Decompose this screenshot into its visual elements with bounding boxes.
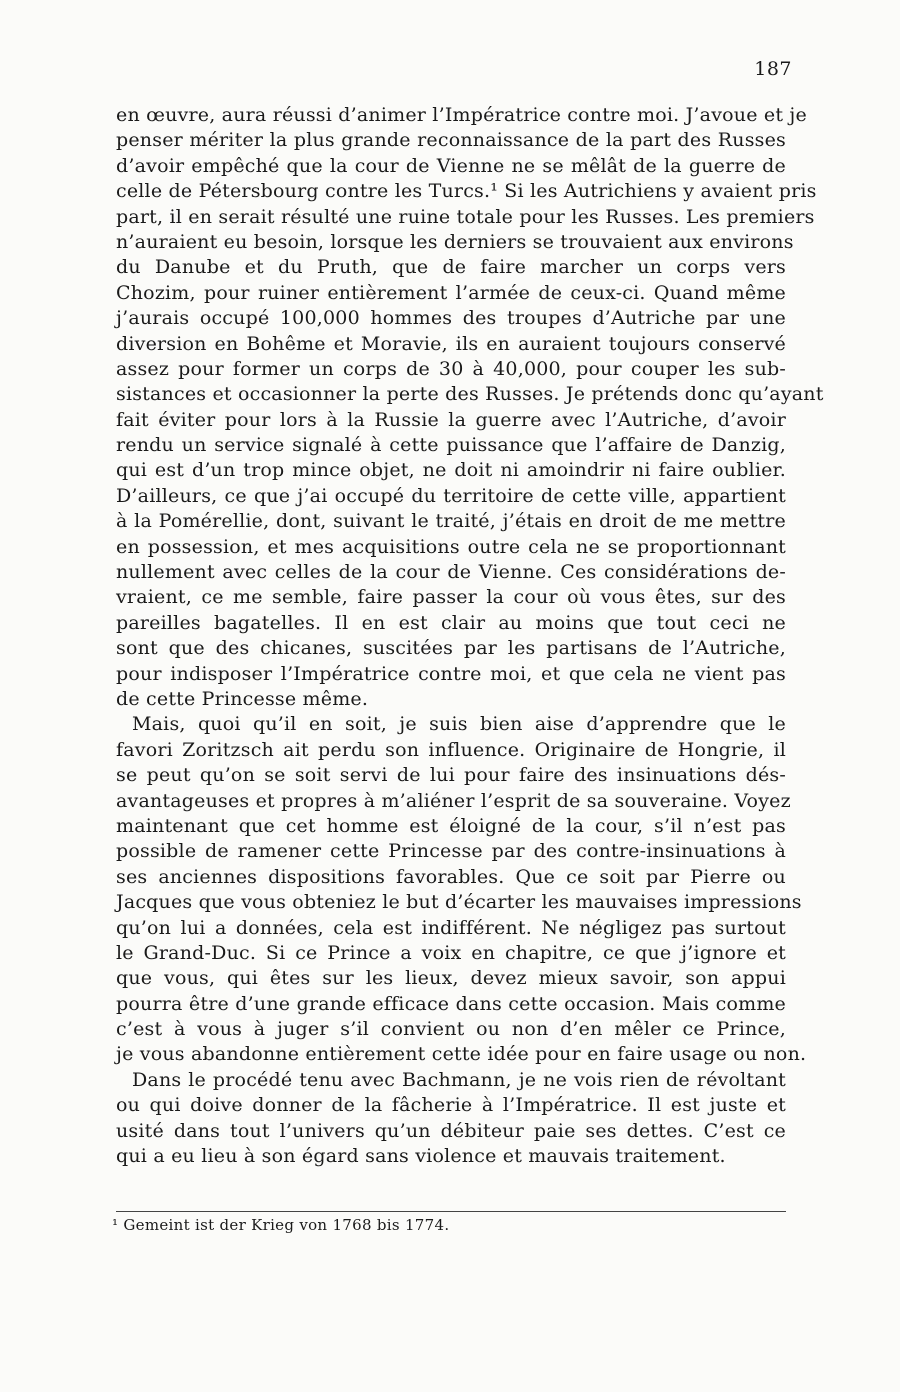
text-line: qui a eu lieu à son égard sans violence et mauvais traitement. xyxy=(116,1145,726,1168)
page-number: 187 xyxy=(754,58,792,80)
text-line: j’aurais occupé 100,000 hommes des troupes d’Autriche par une xyxy=(116,307,786,330)
text-line: pour indisposer l’Impératrice contre moi, et que cela ne vient pas xyxy=(116,662,786,685)
text-line: possible de ramener cette Princesse par des contre-insinuations à xyxy=(116,840,786,863)
body-text xyxy=(116,103,824,1169)
text-line: avantageuses et propres à m’aliéner l’esprit de sa souveraine. Voyez xyxy=(116,789,791,812)
text-line: qui est d’un trop mince objet, ne doit ni amoindrir ni faire oublier. xyxy=(116,459,786,482)
text-line: le Grand-Duc. Si ce Prince a voix en chapitre, ce que j’ignore et xyxy=(116,941,786,964)
text-line: de cette Princesse même. xyxy=(116,687,369,710)
text-line: ou qui doive donner de la fâcherie à l’Impératrice. Il est juste et xyxy=(116,1094,786,1117)
text-line: pourra être d’une grande efficace dans cette occasion. Mais comme xyxy=(116,992,786,1015)
text-line: fait éviter pour lors à la Russie la guerre avec l’Autriche, d’avoir xyxy=(116,408,786,431)
text-line: part, il en serait résulté une ruine totale pour les Russes. Les premiers xyxy=(116,205,815,228)
text-line: assez pour former un corps de 30 à 40,000, pour couper les sub- xyxy=(116,357,786,380)
text-line: favori Zoritzsch ait perdu son influence. Originaire de Hongrie, il xyxy=(116,738,786,761)
text-line: usité dans tout l’univers qu’un débiteur paie ses dettes. C’est ce xyxy=(116,1119,786,1142)
text-line: c’est à vous à juger s’il convient ou non d’en mêler ce Prince, xyxy=(116,1018,786,1041)
text-line: penser mériter la plus grande reconnaissance de la part des Russes xyxy=(116,129,786,152)
text-line: d’avoir empêché que la cour de Vienne ne se mêlât de la guerre de xyxy=(116,154,786,177)
text-line: en possession, et mes acquisitions outre cela ne se proportionnant xyxy=(116,535,786,558)
text-line: n’auraient eu besoin, lorsque les derniers se trouvaient aux environs xyxy=(116,230,794,253)
text-line: vraient, ce me semble, faire passer la cour où vous êtes, sur des xyxy=(116,586,786,609)
text-line: D’ailleurs, ce que j’ai occupé du territoire de cette ville, appartient xyxy=(116,484,786,507)
text-line: maintenant que cet homme est éloigné de la cour, s’il n’est pas xyxy=(116,814,786,837)
text-line: Dans le procédé tenu avec Bachmann, je ne vois rien de révoltant xyxy=(132,1068,786,1091)
footnote: ¹ Gemeint ist der Krieg von 1768 bis 1774. xyxy=(112,1216,450,1234)
text-line: nullement avec celles de la cour de Vienne. Ces considérations de- xyxy=(116,561,786,584)
text-line: Mais, quoi qu’il en soit, je suis bien aise d’apprendre que le xyxy=(132,713,786,736)
text-line: sistances et occasionner la perte des Russes. Je prétends donc qu’ayant xyxy=(116,383,824,406)
text-line: en œuvre, aura réussi d’animer l’Impératrice contre moi. J’avoue et je xyxy=(116,104,807,126)
text-line: ses anciennes dispositions favorables. Que ce soit par Pierre ou xyxy=(116,865,786,888)
text-line: pareilles bagatelles. Il en est clair au moins que tout ceci ne xyxy=(116,611,786,634)
text-line: rendu un service signalé à cette puissance que l’affaire de Danzig, xyxy=(116,434,786,457)
text-line: que vous, qui êtes sur les lieux, devez mieux savoir, son appui xyxy=(116,967,786,990)
text-line: diversion en Bohême et Moravie, ils en auraient toujours conservé xyxy=(116,332,786,355)
text-line: se peut qu’on se soit servi de lui pour faire des insinuations dés- xyxy=(116,764,786,787)
text-line: sont que des chicanes, suscitées par les partisans de l’Autriche, xyxy=(116,637,786,660)
text-line: Chozim, pour ruiner entièrement l’armée de ceux-ci. Quand même xyxy=(116,281,786,304)
text-line: celle de Pétersbourg contre les Turcs.¹ Si les Autrichiens y avaient pris xyxy=(116,180,817,203)
text-line: Jacques que vous obteniez le but d’écarter les mauvaises impressions xyxy=(116,891,802,914)
text-line: à la Pomérellie, dont, suivant le traité, j’étais en droit de me mettre xyxy=(116,510,786,533)
text-line: du Danube et du Pruth, que de faire marcher un corps vers xyxy=(116,256,786,279)
text-line: je vous abandonne entièrement cette idée pour en faire usage ou non. xyxy=(116,1043,807,1066)
text-line: qu’on lui a données, cela est indifférent. Ne négligez pas surtout xyxy=(116,916,786,939)
footnote-divider xyxy=(116,1211,786,1212)
